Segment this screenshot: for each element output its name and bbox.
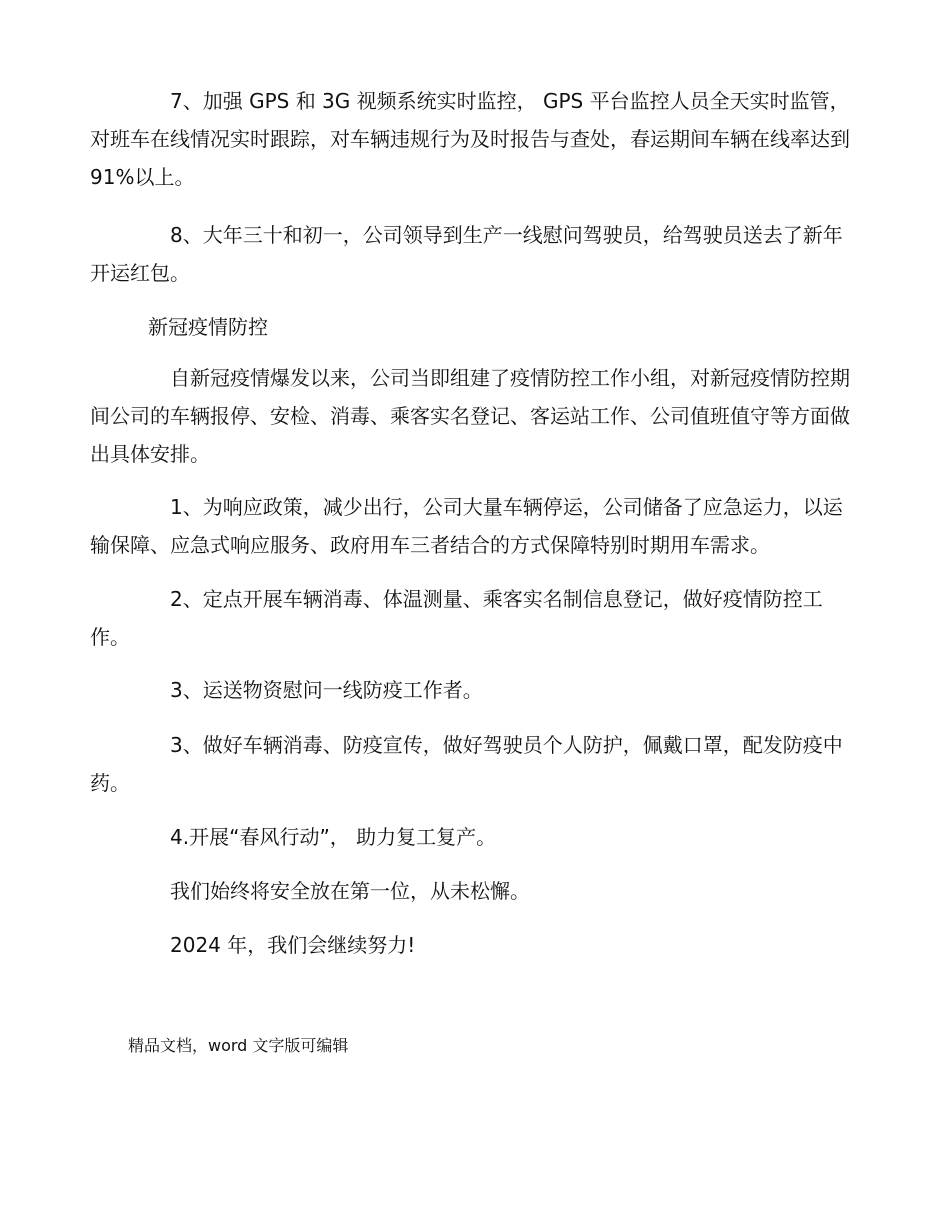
paragraph-item-7: 7、加强 GPS 和 3G 视频系统实时监控， GPS 平台监控人员全天实时监管，对班车在线情况实时跟踪，对车辆违规行为及时报告与查处，春运期间车辆在线率达到 91%以上。 <box>90 89 850 189</box>
paragraph-item-3b: 3、做好车辆消毒、防疫宣传，做好驾驶员个人防护，佩戴口罩，配发防疫中药。 <box>90 733 843 795</box>
paragraph-item-4: 4.开展“春风行动”， 助力复工复产。 <box>170 825 497 849</box>
paragraph-item-2: 2、定点开展车辆消毒、体温测量、乘客实名制信息登记，做好疫情防控工作。 <box>90 587 823 649</box>
paragraph-item-8: 8、大年三十和初一，公司领导到生产一线慰问驾驶员，给驾驶员送去了新年开运红包。 <box>90 223 843 285</box>
paragraph-item-3a: 3、运送物资慰问一线防疫工作者。 <box>170 678 483 702</box>
page-footer: 精品文档，word 文字版可编辑 <box>128 1036 349 1055</box>
section-heading: 新冠疫情防控 <box>148 315 268 339</box>
paragraph-closing-2: 2024 年，我们会继续努力! <box>170 933 416 957</box>
paragraph-closing-1: 我们始终将安全放在第一位，从未松懈。 <box>170 879 530 903</box>
paragraph-item-1: 1、为响应政策，减少出行，公司大量车辆停运，公司储备了应急运力，以运输保障、应急式响应服务、政府用车三者结合的方式保障特别时期用车需求。 <box>90 495 843 557</box>
paragraph-intro: 自新冠疫情爆发以来，公司当即组建了疫情防控工作小组，对新冠疫情防控期间公司的车辆报停、安检、消毒、乘客实名登记、客运站工作、公司值班值守等方面做出具体安排。 <box>90 366 850 466</box>
